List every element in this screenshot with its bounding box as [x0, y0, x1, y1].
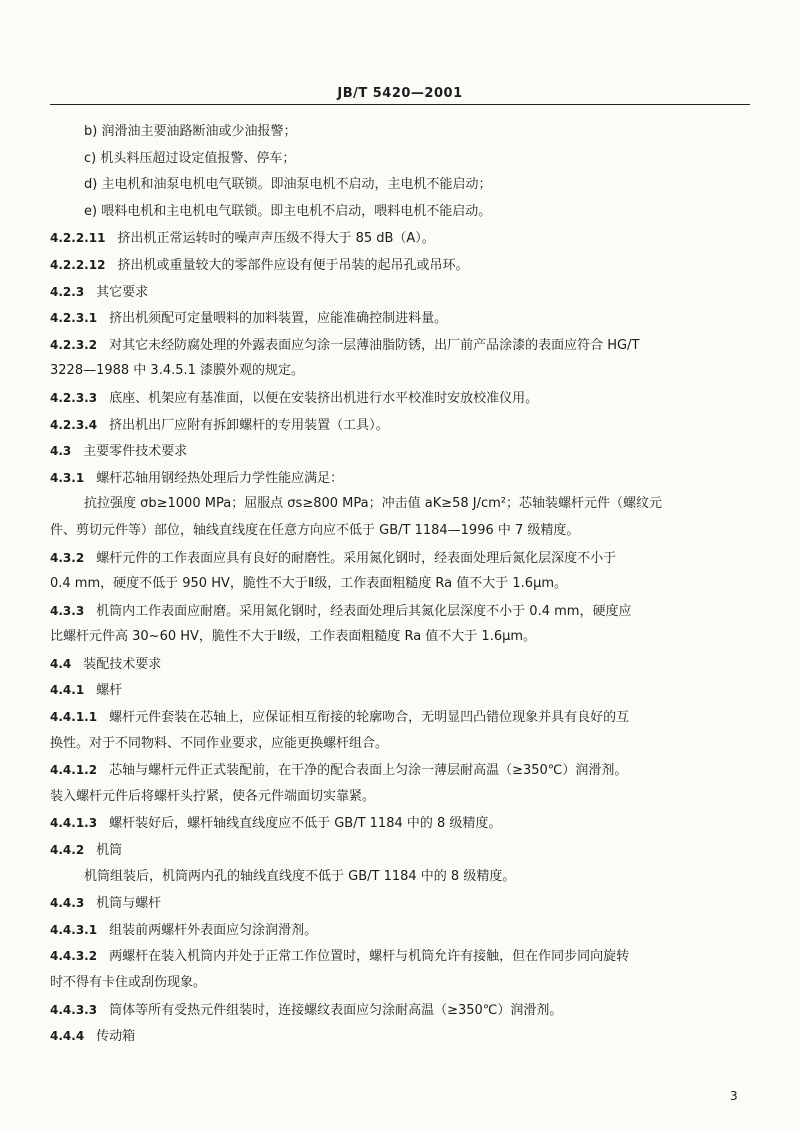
clause-text: 芯轴与螺杆元件正式装配前，在干净的配合表面上匀涂一薄层耐高温（≥350℃）润滑剂。	[109, 763, 628, 779]
clause-text: 装配技术要求	[83, 656, 162, 672]
clause-line	[50, 651, 750, 678]
clause-line	[50, 252, 750, 279]
clause-line	[50, 810, 750, 837]
text-line	[50, 119, 750, 146]
clause-text: 底座、机架应有基准面，以便在安装挤出机进行水平校准时安放校准仪用。	[109, 390, 539, 406]
clause-line	[50, 890, 750, 917]
clause-text: 组装前两螺杆外表面应匀涂润滑剂。	[109, 922, 318, 938]
clause-number: 4.2.2.11	[50, 231, 106, 246]
clause-number: 4.3.3	[50, 603, 85, 618]
clause-number: 4.4.1	[50, 683, 85, 698]
clause-text: 装入螺杆元件后将螺杆头拧紧，使各元件端面切实靠紧。	[50, 788, 376, 804]
clause-line	[50, 997, 750, 1024]
clause-text: 螺杆装好后，螺杆轴线直线度应不低于 GB/T 1184 中的 8 级精度。	[109, 816, 502, 832]
clause-number: 4.2.3.3	[50, 390, 98, 405]
text-line	[50, 624, 750, 651]
text-line	[50, 172, 750, 199]
clause-text: 挤出机出厂应附有拆卸螺杆的专用装置（工具）。	[109, 417, 389, 433]
standard-number-header: JB/T 5420—2001	[337, 86, 463, 101]
clause-text: 螺杆	[96, 683, 123, 699]
clause-line	[50, 677, 750, 704]
clause-text: 机筒与螺杆	[96, 896, 162, 912]
page-number: 3	[730, 1089, 738, 1103]
clause-line	[50, 225, 750, 252]
clause-line	[50, 412, 750, 439]
clause-line	[50, 385, 750, 412]
clause-number: 4.3.2	[50, 550, 85, 565]
clause-number: 4.4.1.1	[50, 710, 98, 725]
text-line	[50, 731, 750, 758]
clause-line	[50, 757, 750, 784]
clause-text: 机筒内工作表面应耐磨。采用氮化钢时，经表面处理后其氮化层深度不小于 0.4 mm，硬度应	[96, 603, 632, 619]
clause-line	[50, 837, 750, 864]
text-line	[50, 571, 750, 598]
clause-line	[50, 598, 750, 625]
clause-number: 4.4.4	[50, 1029, 85, 1044]
clause-text: 机筒组装后，机筒两内孔的轴线直线度不低于 GB/T 1184 中的 8 级精度。	[84, 868, 516, 884]
clause-text: 3228—1988 中 3.4.5.1 漆膜外观的规定。	[50, 363, 305, 379]
clause-number: 4.2.3.4	[50, 417, 98, 432]
clause-text: 0.4 mm，硬度不低于 950 HV，脆性不大于Ⅱ级，工作表面粗糙度 Ra 值不大于 1.6μm。	[50, 576, 567, 592]
clause-text: e) 喂料电机和主电机电气联锁。即主电机不启动，喂料电机不能启动。	[84, 203, 492, 219]
clause-text: 主要零件技术要求	[83, 444, 188, 460]
clause-number: 4.4.3.1	[50, 922, 98, 937]
clause-line	[50, 943, 750, 970]
clause-number: 4.4.3.3	[50, 1002, 98, 1017]
text-line	[50, 518, 750, 545]
clause-number: 4.3	[50, 444, 72, 459]
clause-text: 螺杆芯轴用钢经热处理后力学性能应满足：	[96, 470, 344, 486]
clause-text: 对其它未经防腐处理的外露表面应匀涂一层薄油脂防锈，出厂前产品涂漆的表面应符合 HG/T	[109, 337, 640, 353]
clause-line	[50, 917, 750, 944]
clause-number: 4.2.3	[50, 284, 85, 299]
clause-number: 4.2.3.2	[50, 337, 98, 352]
text-line	[50, 784, 750, 811]
clause-text: 螺杆元件套装在芯轴上，应保证相互衔接的轮廓吻合，无明显凹凸错位现象并具有良好的互	[109, 710, 630, 726]
text-line	[50, 491, 750, 518]
text-line	[50, 970, 750, 997]
clause-line	[50, 704, 750, 731]
clause-text: 比螺杆元件高 30~60 HV，脆性不大于Ⅱ级，工作表面粗糙度 Ra 值不大于 1.6μm。	[50, 629, 537, 645]
clause-number: 4.4.2	[50, 843, 85, 858]
clause-number: 4.3.1	[50, 470, 85, 485]
clause-number: 4.2.2.12	[50, 257, 106, 272]
clause-text: 挤出机须配可定量喂料的加料装置，应能准确控制进料量。	[109, 311, 448, 327]
clause-text: 挤出机正常运转时的噪声声压级不得大于 85 dB（A）。	[117, 231, 435, 247]
clause-number: 4.4.3	[50, 896, 85, 911]
clause-number: 4.4.1.3	[50, 816, 98, 831]
clause-text: 机筒	[96, 843, 123, 859]
clause-number: 4.4.3.2	[50, 949, 98, 964]
text-line	[50, 864, 750, 891]
clause-text: 其它要求	[96, 284, 149, 300]
clause-line	[50, 305, 750, 332]
clause-line	[50, 438, 750, 465]
clause-text: 换性。对于不同物料、不同作业要求，应能更换螺杆组合。	[50, 735, 389, 751]
clause-text: 挤出机或重量较大的零部件应设有便于吊装的起吊孔或吊环。	[117, 257, 469, 273]
clause-text: 件、剪切元件等）部位，轴线直线度在任意方向应不低于 GB/T 1184—1996 中 7 级精度。	[50, 522, 580, 538]
clause-line	[50, 465, 750, 492]
clause-text: 螺杆元件的工作表面应具有良好的耐磨性。采用氮化钢时，经表面处理后氮化层深度不小于	[96, 550, 617, 566]
clause-text: c) 机头料压超过设定值报警、停车；	[84, 150, 296, 166]
clause-line	[50, 332, 750, 359]
clause-number: 4.4.1.2	[50, 763, 98, 778]
clause-number: 4.4	[50, 656, 72, 671]
clause-text: 筒体等所有受热元件组装时，连接螺纹表面应匀涂耐高温（≥350℃）润滑剂。	[109, 1002, 563, 1018]
header-rule	[50, 104, 750, 105]
clause-text: 抗拉强度 σb≥1000 MPa；屈服点 σs≥800 MPa；冲击值 aK≥58 J/cm²；芯轴装螺杆元件（螺纹元	[84, 496, 663, 512]
clause-line	[50, 1023, 750, 1050]
clause-line	[50, 279, 750, 306]
clause-text: 两螺杆在装入机筒内并处于正常工作位置时，螺杆与机筒允许有接触，但在作同步同向旋转	[109, 949, 630, 965]
clause-text: b) 润滑油主要油路断油或少油报警；	[84, 124, 297, 139]
clause-text: d) 主电机和油泵电机电气联锁。即油泵电机不启动，主电机不能启动；	[84, 177, 492, 193]
clause-text: 时不得有卡住或刮伤现象。	[50, 975, 207, 990]
text-line	[50, 358, 750, 385]
document-body	[50, 119, 750, 1050]
text-line	[50, 146, 750, 173]
clause-number: 4.2.3.1	[50, 311, 98, 326]
clause-line	[50, 545, 750, 572]
clause-text: 传动箱	[96, 1029, 136, 1045]
text-line	[50, 199, 750, 226]
